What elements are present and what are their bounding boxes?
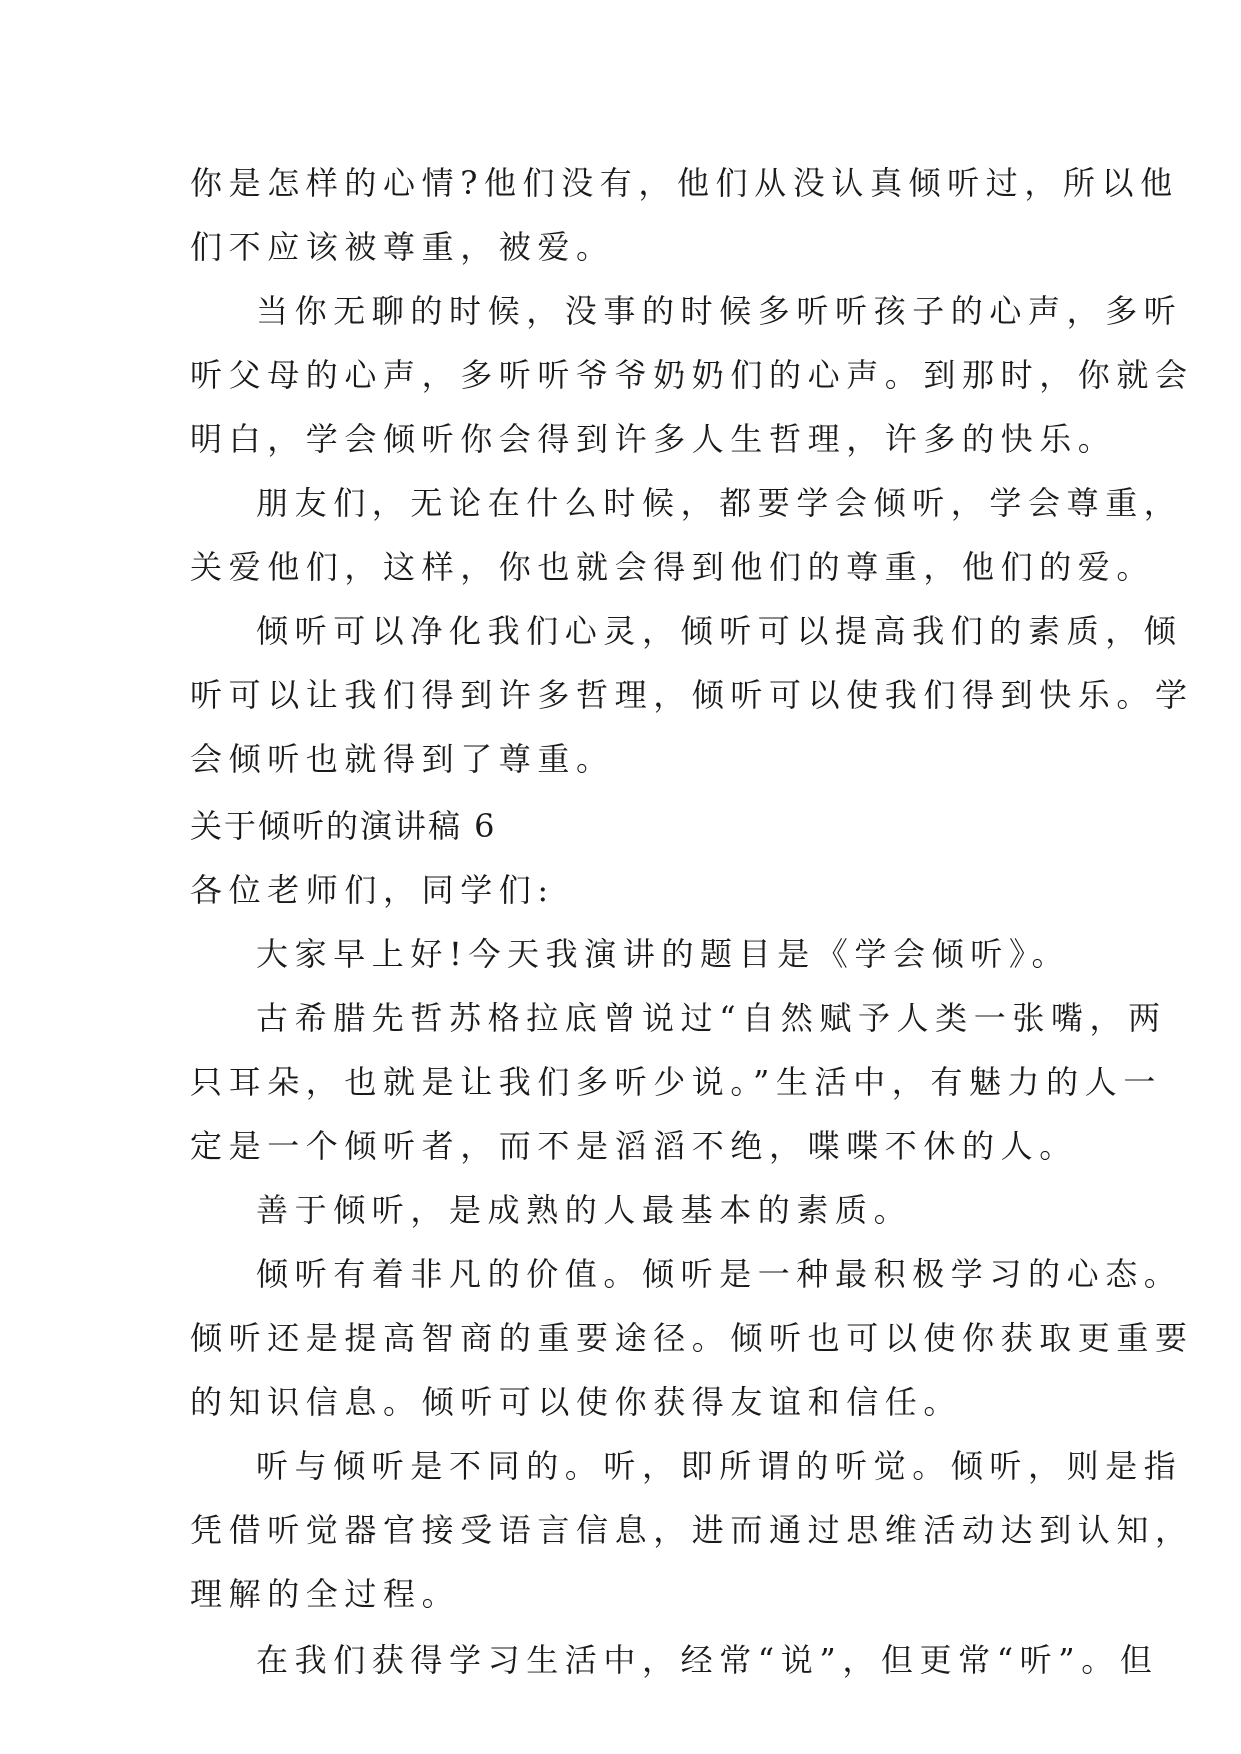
text-line: 的知识信息。倾听可以使你获得友谊和信任。	[190, 1383, 963, 1421]
paragraph-first-line: 当你无聊的时候，没事的时候多听听孩子的心声，多听	[256, 292, 1183, 330]
text-line: 你是怎样的心情?他们没有，他们从没认真倾听过，所以他	[190, 164, 1179, 202]
paragraph-first-line: 朋友们，无论在什么时候，都要学会倾听，学会尊重，	[256, 484, 1183, 522]
paragraph-first-line: 倾听有着非凡的价值。倾听是一种最积极学习的心态。	[256, 1255, 1183, 1293]
text-line: 会倾听也就得到了尊重。	[190, 740, 615, 778]
paragraph-first-line: 在我们获得学习生活中，经常“说”，但更常“听”。但	[256, 1641, 1159, 1679]
paragraph-first-line: 古希腊先哲苏格拉底曾说过“自然赋予人类一张嘴，两	[256, 999, 1167, 1037]
paragraph-first-line: 听与倾听是不同的。听，即所谓的听觉。倾听，则是指	[256, 1447, 1183, 1485]
paragraph-first-line: 大家早上好!今天我演讲的题目是《学会倾听》。	[256, 935, 1071, 973]
text-line: 听父母的心声，多听听爷爷奶奶们的心声。到那时，你就会	[190, 356, 1194, 394]
text-line: 凭借听觉器官接受语言信息，进而通过思维活动达到认知，	[190, 1511, 1194, 1549]
text-line: 听可以让我们得到许多哲理，倾听可以使我们得到快乐。学	[190, 676, 1194, 714]
section-heading: 关于倾听的演讲稿 6	[190, 807, 497, 845]
salutation: 各位老师们，同学们:	[190, 871, 555, 909]
text-line: 明白，学会倾听你会得到许多人生哲理，许多的快乐。	[190, 420, 1117, 458]
text-line: 关爱他们，这样，你也就会得到他们的尊重，他们的爱。	[190, 548, 1156, 586]
text-line: 倾听还是提高智商的重要途径。倾听也可以使你获取更重要	[190, 1319, 1194, 1357]
text-line: 定是一个倾听者，而不是滔滔不绝，喋喋不休的人。	[190, 1127, 1078, 1165]
text-line: 们不应该被尊重，被爱。	[190, 228, 615, 266]
paragraph-first-line: 善于倾听，是成熟的人最基本的素质。	[256, 1191, 913, 1229]
text-line: 理解的全过程。	[190, 1575, 461, 1613]
paragraph-first-line: 倾听可以净化我们心灵，倾听可以提高我们的素质，倾	[256, 612, 1183, 650]
text-line: 只耳朵，也就是让我们多听少说。”生活中，有魅力的人一	[190, 1063, 1162, 1101]
